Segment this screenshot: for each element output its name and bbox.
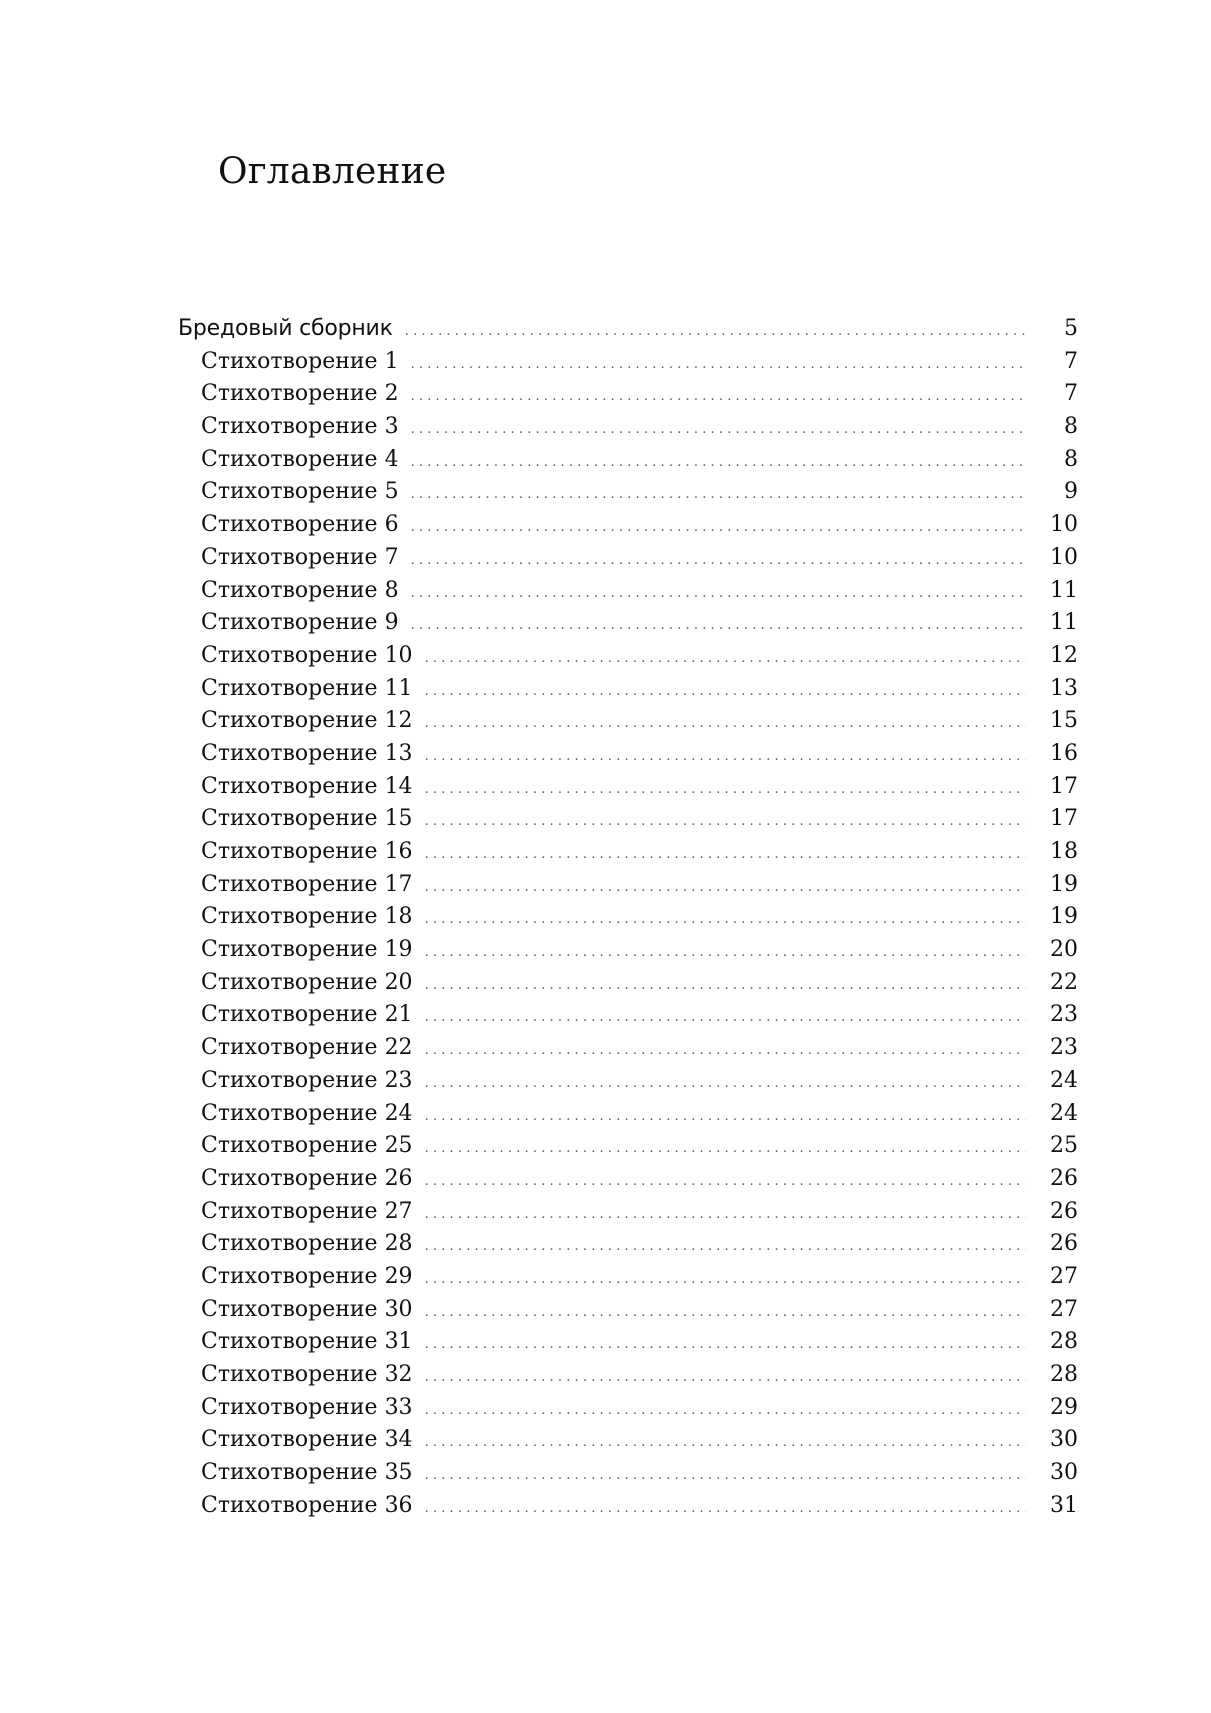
toc-entry[interactable]: [178, 542, 1078, 575]
toc-entry-page-number: 7: [1064, 348, 1078, 374]
toc-entry-page-number: 26: [1050, 1165, 1078, 1191]
toc-entry[interactable]: [178, 640, 1078, 673]
toc-entry-label: Стихотворение 24: [201, 1100, 413, 1126]
toc-entry-label: Бредовый сборник: [178, 316, 393, 341]
toc-entry-label: Стихотворение 33: [201, 1394, 413, 1420]
toc-entry-page-number: 26: [1050, 1231, 1078, 1257]
toc-entry[interactable]: [178, 476, 1078, 509]
toc-entry-page-number: 24: [1050, 1067, 1078, 1093]
table-of-contents: [178, 313, 1078, 1522]
toc-entry[interactable]: [178, 967, 1078, 1000]
toc-entry-page-number: 17: [1050, 806, 1078, 832]
toc-dot-leader: [425, 1395, 1026, 1428]
toc-entry-page-number: 22: [1050, 969, 1078, 995]
toc-entry-page-number: 27: [1050, 1263, 1078, 1289]
toc-entry[interactable]: [178, 738, 1078, 771]
toc-entry-label: Стихотворение 25: [201, 1133, 413, 1159]
toc-dot-leader: [425, 937, 1026, 970]
toc-dot-leader: [425, 806, 1026, 839]
toc-entry-label: Стихотворение 6: [201, 512, 399, 538]
toc-entry[interactable]: [178, 1196, 1078, 1229]
toc-entry[interactable]: [178, 673, 1078, 706]
toc-entry-page-number: 9: [1064, 479, 1078, 505]
toc-entry-page-number: 23: [1050, 1002, 1078, 1028]
toc-dot-leader: [425, 872, 1026, 905]
toc-dot-leader: [425, 643, 1026, 676]
toc-dot-leader: [425, 1101, 1026, 1134]
toc-entry-page-number: 15: [1050, 708, 1078, 734]
toc-entry-label: Стихотворение 32: [201, 1362, 413, 1387]
toc-dot-leader: [411, 414, 1026, 447]
toc-entry-label: Стихотворение 11: [201, 675, 413, 701]
toc-entry-page-number: 23: [1050, 1035, 1078, 1061]
toc-entry-label: Стихотворение 4: [201, 446, 399, 472]
toc-entry[interactable]: [178, 803, 1078, 836]
toc-entry-page-number: 18: [1050, 839, 1078, 864]
toc-entry[interactable]: [178, 901, 1078, 934]
toc-dot-leader: [425, 1035, 1026, 1068]
toc-entry[interactable]: [178, 411, 1078, 444]
toc-dot-leader: [425, 970, 1026, 1003]
toc-entry[interactable]: [178, 509, 1078, 542]
toc-entry-page-number: 10: [1050, 512, 1078, 538]
toc-entry[interactable]: [178, 1065, 1078, 1098]
toc-entry-page-number: 30: [1050, 1460, 1078, 1486]
toc-dot-leader: [411, 479, 1026, 512]
toc-entry-label: Стихотворение 8: [201, 577, 399, 603]
toc-dot-leader: [425, 1231, 1026, 1264]
toc-dot-leader: [425, 1002, 1026, 1035]
toc-entry[interactable]: [178, 346, 1078, 379]
toc-entry-label: Стихотворение 17: [201, 871, 413, 897]
toc-entry[interactable]: [178, 1392, 1078, 1425]
toc-dot-leader: [425, 1460, 1026, 1493]
toc-entry-page-number: 5: [1064, 316, 1078, 341]
toc-entry-label: Стихотворение 28: [201, 1231, 413, 1257]
toc-entry-label: Стихотворение 20: [201, 969, 413, 995]
toc-entry-page-number: 12: [1050, 642, 1078, 668]
toc-dot-leader: [425, 1133, 1026, 1166]
toc-entry[interactable]: [178, 575, 1078, 608]
toc-dot-leader: [425, 1264, 1026, 1297]
toc-entry[interactable]: [178, 1098, 1078, 1131]
toc-entry-page-number: 13: [1050, 675, 1078, 701]
toc-entry[interactable]: [178, 1424, 1078, 1457]
toc-entry[interactable]: [178, 1490, 1078, 1523]
toc-dot-leader: [425, 904, 1026, 937]
toc-dot-leader: [425, 708, 1026, 741]
toc-entry[interactable]: [178, 869, 1078, 902]
toc-entry-label: Стихотворение 18: [201, 904, 413, 930]
toc-entry[interactable]: [178, 1228, 1078, 1261]
toc-entry-page-number: 27: [1050, 1296, 1078, 1322]
toc-entry[interactable]: [178, 378, 1078, 411]
toc-entry[interactable]: [178, 607, 1078, 640]
toc-entry-page-number: 11: [1050, 577, 1078, 603]
toc-entry-label: Стихотворение 27: [201, 1198, 413, 1224]
toc-entry-label: Стихотворение 3: [201, 414, 399, 440]
toc-entry-label: Стихотворение 1: [201, 348, 399, 374]
toc-dot-leader: [425, 1427, 1026, 1460]
toc-dot-leader: [405, 316, 1026, 349]
toc-dot-leader: [411, 545, 1026, 578]
toc-entry-page-number: 20: [1050, 937, 1078, 963]
toc-section-entry[interactable]: [178, 313, 1078, 346]
toc-entry[interactable]: [178, 836, 1078, 869]
toc-dot-leader: [411, 578, 1026, 611]
toc-dot-leader: [425, 1166, 1026, 1199]
toc-dot-leader: [425, 1297, 1026, 1330]
toc-entry-page-number: 28: [1050, 1362, 1078, 1387]
toc-entry-label: Стихотворение 35: [201, 1460, 413, 1486]
toc-entry-label: Стихотворение 21: [201, 1002, 413, 1028]
toc-dot-leader: [425, 1362, 1026, 1395]
toc-dot-leader: [411, 349, 1026, 382]
toc-dot-leader: [425, 774, 1026, 807]
toc-entry-label: Стихотворение 2: [201, 381, 399, 407]
toc-entry-label: Стихотворение 23: [201, 1067, 413, 1093]
toc-entry-label: Стихотворение 9: [201, 610, 399, 636]
toc-entry[interactable]: [178, 444, 1078, 477]
toc-entry[interactable]: [178, 705, 1078, 738]
toc-entry[interactable]: [178, 1130, 1078, 1163]
toc-entry-page-number: 24: [1050, 1100, 1078, 1126]
toc-entry-label: Стихотворение 15: [201, 806, 413, 832]
toc-dot-leader: [411, 512, 1026, 545]
toc-entry-label: Стихотворение 22: [201, 1035, 413, 1061]
toc-entry[interactable]: [178, 934, 1078, 967]
toc-entry-label: Стихотворение 19: [201, 937, 413, 963]
toc-entry-label: Стихотворение 31: [201, 1329, 413, 1355]
toc-entry-page-number: 19: [1050, 904, 1078, 930]
toc-entry-label: Стихотворение 14: [201, 773, 413, 799]
toc-dot-leader: [425, 1493, 1026, 1526]
toc-entry-page-number: 30: [1050, 1427, 1078, 1453]
toc-entry-label: Стихотворение 34: [201, 1427, 413, 1453]
toc-dot-leader: [411, 610, 1026, 643]
toc-entry[interactable]: [178, 1261, 1078, 1294]
toc-entry-page-number: 17: [1050, 773, 1078, 799]
toc-entry-label: Стихотворение 16: [201, 839, 413, 864]
toc-entry-page-number: 31: [1050, 1492, 1078, 1518]
toc-entry[interactable]: [178, 1294, 1078, 1327]
toc-entry-page-number: 7: [1064, 381, 1078, 407]
toc-dot-leader: [425, 1329, 1026, 1362]
toc-dot-leader: [425, 741, 1026, 774]
toc-entry-label: Стихотворение 30: [201, 1296, 413, 1322]
toc-entry-page-number: 25: [1050, 1133, 1078, 1159]
toc-entry-page-number: 10: [1050, 544, 1078, 570]
toc-dot-leader: [425, 1199, 1026, 1232]
toc-entry-page-number: 26: [1050, 1198, 1078, 1224]
toc-entry-page-number: 8: [1064, 446, 1078, 472]
toc-entry-label: Стихотворение 10: [201, 642, 413, 668]
toc-entry-page-number: 16: [1050, 740, 1078, 766]
toc-dot-leader: [425, 1068, 1026, 1101]
toc-entry[interactable]: [178, 1163, 1078, 1196]
toc-entry-label: Стихотворение 7: [201, 544, 399, 570]
toc-entry[interactable]: [178, 999, 1078, 1032]
toc-entry[interactable]: [178, 1359, 1078, 1392]
toc-entry-page-number: 8: [1064, 414, 1078, 440]
page-title: Оглавление: [218, 151, 447, 192]
toc-entry[interactable]: [178, 771, 1078, 804]
toc-entry-label: Стихотворение 29: [201, 1263, 413, 1289]
toc-entry-page-number: 11: [1050, 610, 1078, 636]
toc-entry-page-number: 28: [1050, 1329, 1078, 1355]
toc-entry-label: Стихотворение 5: [201, 479, 399, 505]
toc-entry[interactable]: [178, 1457, 1078, 1490]
toc-dot-leader: [411, 447, 1026, 480]
toc-entry-label: Стихотворение 13: [201, 740, 413, 766]
toc-dot-leader: [411, 381, 1026, 414]
toc-entry-label: Стихотворение 26: [201, 1165, 413, 1191]
toc-entry[interactable]: [178, 1032, 1078, 1065]
toc-dot-leader: [425, 676, 1026, 709]
toc-dot-leader: [425, 839, 1026, 872]
toc-entry-page-number: 19: [1050, 871, 1078, 897]
toc-entry-label: Стихотворение 36: [201, 1492, 413, 1518]
toc-entry-page-number: 29: [1050, 1394, 1078, 1420]
toc-entry[interactable]: [178, 1326, 1078, 1359]
toc-entry-label: Стихотворение 12: [201, 708, 413, 734]
